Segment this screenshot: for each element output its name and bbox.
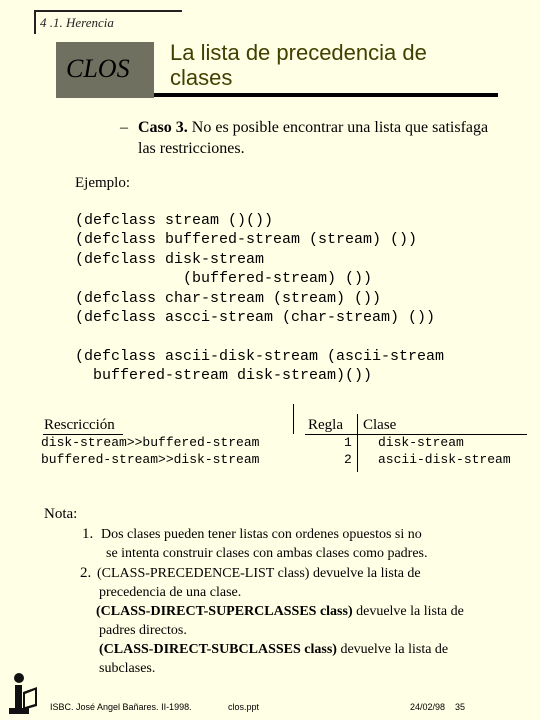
footer-author: ISBC. José Angel Bañares. II-1998.	[50, 702, 192, 712]
note-1-line: se intenta construir clases con ambas clases como padres.	[106, 546, 428, 561]
table-header-rule: Regla	[308, 417, 343, 433]
note-2-line	[99, 642, 448, 658]
case-body: No es posible encontrar una lista que satisfaga las restricciones.	[138, 119, 489, 157]
note-2-text: devuelve la lista de	[336, 642, 449, 657]
clos-logo-text: CLOS	[66, 54, 130, 83]
slide-title-line2: clases	[170, 65, 233, 90]
slide-title	[170, 40, 500, 90]
note-2-line	[96, 604, 464, 620]
note-2-line	[97, 566, 421, 582]
note-1-number: 1.	[82, 526, 94, 542]
table-column-divider	[357, 414, 358, 472]
case-bold: Caso 3.	[138, 119, 188, 136]
case-text	[138, 117, 498, 159]
table-row-class: disk-stream	[378, 435, 464, 450]
example-label: Ejemplo:	[75, 175, 130, 191]
code-block-1: (defclass stream ()()) (defclass buffered-stream (stream) ()) (defclass disk-stream (buffered-stream) ()) (defclass char-stream (stream) ()) (defclass ascci-stream (char-stream) ())	[75, 212, 436, 327]
notes-label: Nota:	[44, 506, 78, 522]
table-column-divider	[293, 404, 294, 434]
table-header-class: Clase	[363, 417, 397, 433]
clos-logo-box	[56, 42, 154, 98]
footer-filename: clos.ppt	[228, 702, 260, 712]
section-label: 4 .1. Herencia	[40, 15, 114, 30]
table-row-restriction: disk-stream>>buffered-stream	[41, 435, 260, 450]
note-2-line: precedencia de una clase.	[99, 585, 242, 600]
person-book-logo-icon	[5, 672, 41, 716]
footer-page-number: 35	[455, 702, 466, 712]
note-2-text: devuelve la lista de	[352, 604, 464, 619]
slide-title-line1: La lista de precedencia de	[170, 40, 427, 65]
note-2-text: class) devuelve la lista de	[274, 566, 421, 581]
bullet-dash: –	[120, 119, 128, 136]
title-underline	[154, 93, 498, 97]
note-2-line: subclases.	[99, 661, 156, 676]
note-2-code: (CLASS-PRECEDENCE-LIST	[97, 566, 275, 581]
note-2-number: 2.	[80, 565, 92, 581]
table-row-rule: 2	[344, 452, 352, 467]
table-row-rule: 1	[344, 435, 352, 450]
code-block-2: (defclass ascii-disk-stream (ascii-stream buffered-stream disk-stream)())	[75, 348, 445, 385]
note-2-code: (CLASS-DIRECT-SUBCLASSES class)	[99, 642, 337, 657]
note-2-code: (CLASS-DIRECT-SUPERCLASSES class)	[96, 604, 353, 619]
table-row-restriction: buffered-stream>>disk-stream	[41, 452, 260, 467]
table-row-class: ascii-disk-stream	[378, 452, 511, 467]
note-2-line: padres directos.	[99, 623, 187, 638]
note-1-line: Dos clases pueden tener listas con ordenes opuestos si no	[101, 527, 422, 542]
table-header-restriction: Rescricción	[44, 417, 115, 433]
footer-date: 24/02/98	[410, 702, 446, 712]
